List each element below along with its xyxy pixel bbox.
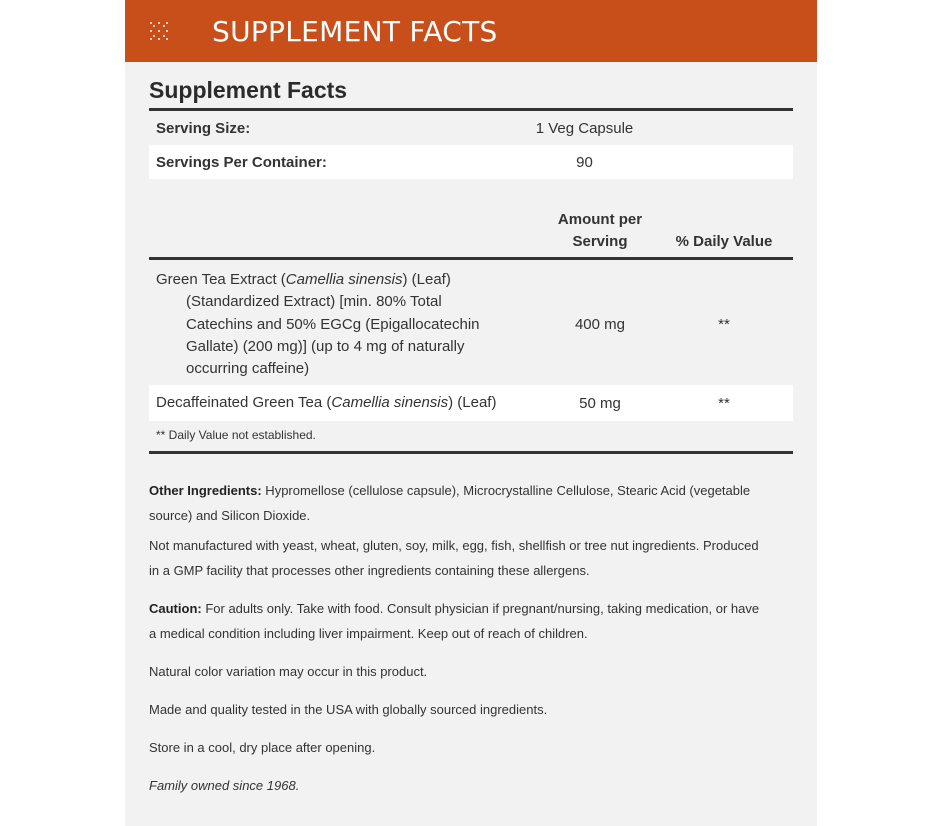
column-headers	[149, 209, 793, 260]
section-header	[125, 0, 817, 62]
sparkle-icon	[148, 20, 170, 42]
supplement-facts-panel	[125, 0, 817, 826]
family-owned-note: Family owned since 1968.	[149, 778, 300, 794]
servings-value: 90	[576, 153, 593, 171]
amount-header-line1: Amount per	[557, 211, 643, 228]
ingredient-name: Green Tea Extract (Camellia sinensis) (Leaf) (Standardized Extract) [min. 80% Total Catechins and 50% EGCg (Epigallocatechin Gallate) (200 mg)] (up to 4 mg of naturally occurring caffeine)	[156, 271, 480, 378]
ingredient-daily-value: **	[718, 394, 730, 412]
ingredient-daily-value: **	[718, 316, 730, 334]
serving-size-value: 1 Veg Capsule	[535, 119, 634, 137]
daily-value-column-header: % Daily Value	[675, 233, 773, 250]
ingredient-amount: 50 mg	[579, 394, 621, 412]
serving-size-row	[149, 111, 793, 145]
facts-content	[149, 62, 793, 798]
ingredient-name: Decaffeinated Green Tea (Camellia sinensis) (Leaf)	[156, 394, 497, 412]
storage-note: Store in a cool, dry place after opening.	[149, 740, 376, 756]
ingredient-amount: 400 mg	[574, 316, 626, 334]
serving-size-label: Serving Size:	[156, 119, 251, 137]
facts-table-title: Supplement Facts	[149, 77, 793, 111]
amount-column-header	[545, 209, 655, 253]
servings-per-container-row	[149, 145, 793, 179]
table-row	[149, 260, 793, 385]
servings-label: Servings Per Container:	[156, 153, 327, 171]
section-title: SUPPLEMENT FACTS	[212, 14, 498, 48]
made-in-usa-note: Made and quality tested in the USA with globally sourced ingredients.	[149, 702, 548, 718]
allergen-statement: Not manufactured with yeast, wheat, gluten, soy, milk, egg, fish, shellfish or tree nut ingredients. Produced in a GMP facility that processes other ingredients containing these allergens.	[149, 538, 759, 579]
table-row	[149, 385, 793, 421]
caution-statement: Caution: For adults only. Take with food. Consult physician if pregnant/nursing, taking medication, or have a medical condition including liver impairment. Keep out of reach of children.	[149, 601, 760, 642]
daily-value-footnote: ** Daily Value not established.	[149, 421, 793, 454]
amount-header-line2: Serving	[572, 233, 628, 250]
other-ingredients: Other Ingredients: Hypromellose (cellulose capsule), Microcrystalline Cellulose, Stearic Acid (vegetable source) and Silicon Dioxide.	[149, 483, 751, 524]
color-variation-note: Natural color variation may occur in this product.	[149, 664, 428, 680]
